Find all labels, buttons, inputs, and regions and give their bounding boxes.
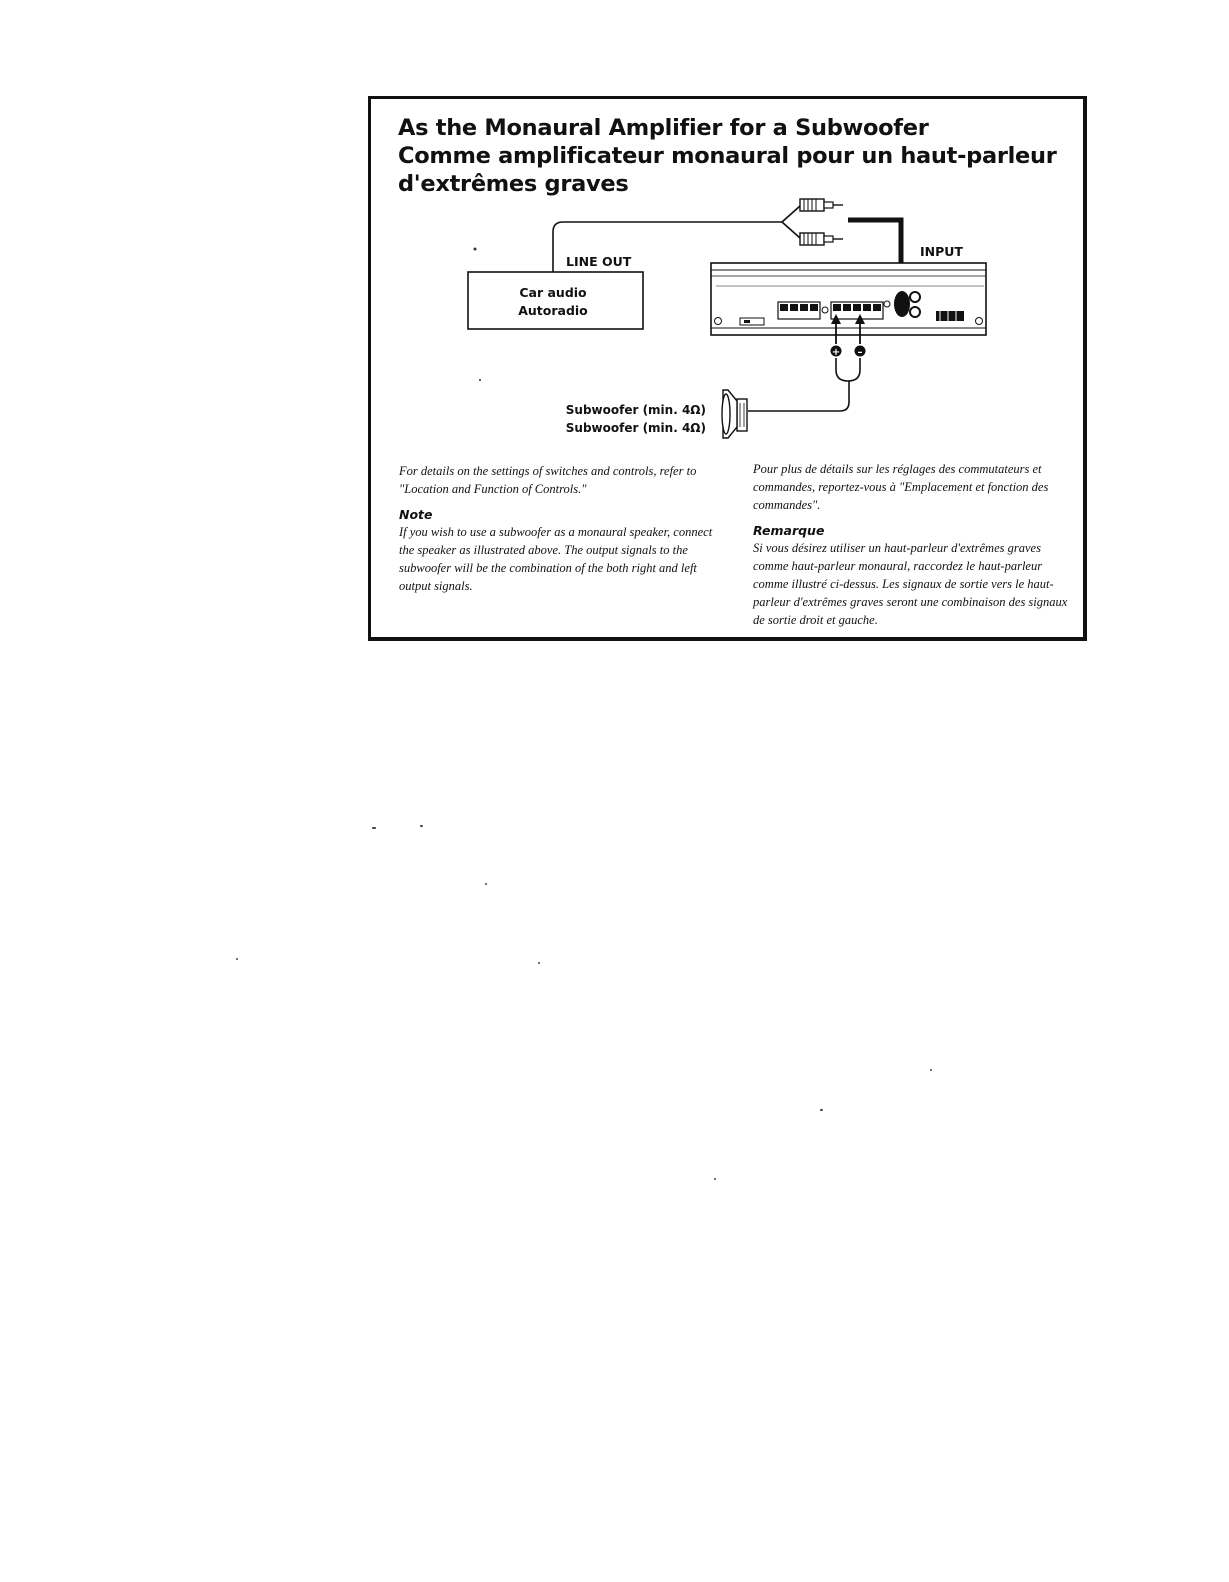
scan-speck (538, 962, 540, 964)
scan-speck (479, 379, 481, 381)
rca-plug-lower (800, 233, 843, 245)
scan-speck (474, 248, 477, 251)
connection-diagram (440, 190, 1040, 450)
note-heading: Note (399, 507, 433, 522)
rca-split-lower (782, 222, 800, 238)
speaker-cable (748, 358, 860, 411)
scan-speck (236, 958, 238, 960)
car-audio-label: Car audio (519, 285, 587, 300)
input-label: INPUT (920, 244, 963, 259)
subwoofer-label-french: Subwoofer (min. 4Ω) (565, 421, 706, 435)
note-body-english: If you wish to use a subwoofer as a monaural speaker, connect the speaker as illustrated above. The output signals to the subwoofer will be the combination of the both right and left output signals. (399, 525, 713, 593)
scan-speck (930, 1069, 932, 1071)
title-line-french-1: Comme amplificateur monaural pour un haut-parleur (398, 143, 1057, 169)
line-out-label: LINE OUT (566, 254, 632, 269)
remarque-heading: Remarque (753, 523, 825, 538)
english-text-column (399, 462, 719, 595)
plus-terminal-marker (831, 346, 842, 359)
amplifier-panel (711, 263, 986, 335)
scan-speck (714, 1178, 716, 1180)
scan-speck (485, 883, 487, 885)
rca-split-upper (782, 206, 800, 222)
page-title (398, 114, 1057, 198)
subwoofer-speaker-icon (722, 390, 747, 438)
autoradio-label: Autoradio (518, 303, 588, 318)
title-line-english: As the Monaural Amplifier for a Subwoofer (398, 115, 929, 141)
minus-terminal-marker (855, 346, 866, 359)
details-reference-english: For details on the settings of switches and controls, refer to "Location and Function of Controls." (399, 464, 697, 496)
scan-speck (372, 827, 376, 829)
french-text-column (753, 460, 1073, 629)
minus-symbol: – (857, 347, 863, 358)
subwoofer-label-english: Subwoofer (min. 4Ω) (565, 403, 706, 417)
title-line-french-2: d'extrêmes graves (398, 171, 629, 197)
details-reference-french: Pour plus de détails sur les réglages des commutateurs et commandes, reportez-vous à "Emplacement et fonction des commandes". (753, 462, 1049, 512)
rca-plug-upper (800, 199, 843, 211)
scan-speck (820, 1109, 823, 1111)
note-body-french: Si vous désirez utiliser un haut-parleur d'extrêmes graves comme haut-parleur monaural, raccordez le haut-parleur comme illustré ci-dessus. Les signaux de sortie vers le haut-parleur d'extrêmes graves seront une combinaison des signaux de sortie droit et gauche. (753, 541, 1068, 627)
plus-symbol: + (831, 347, 841, 358)
scan-speck (420, 825, 423, 827)
car-audio-box (468, 272, 643, 329)
